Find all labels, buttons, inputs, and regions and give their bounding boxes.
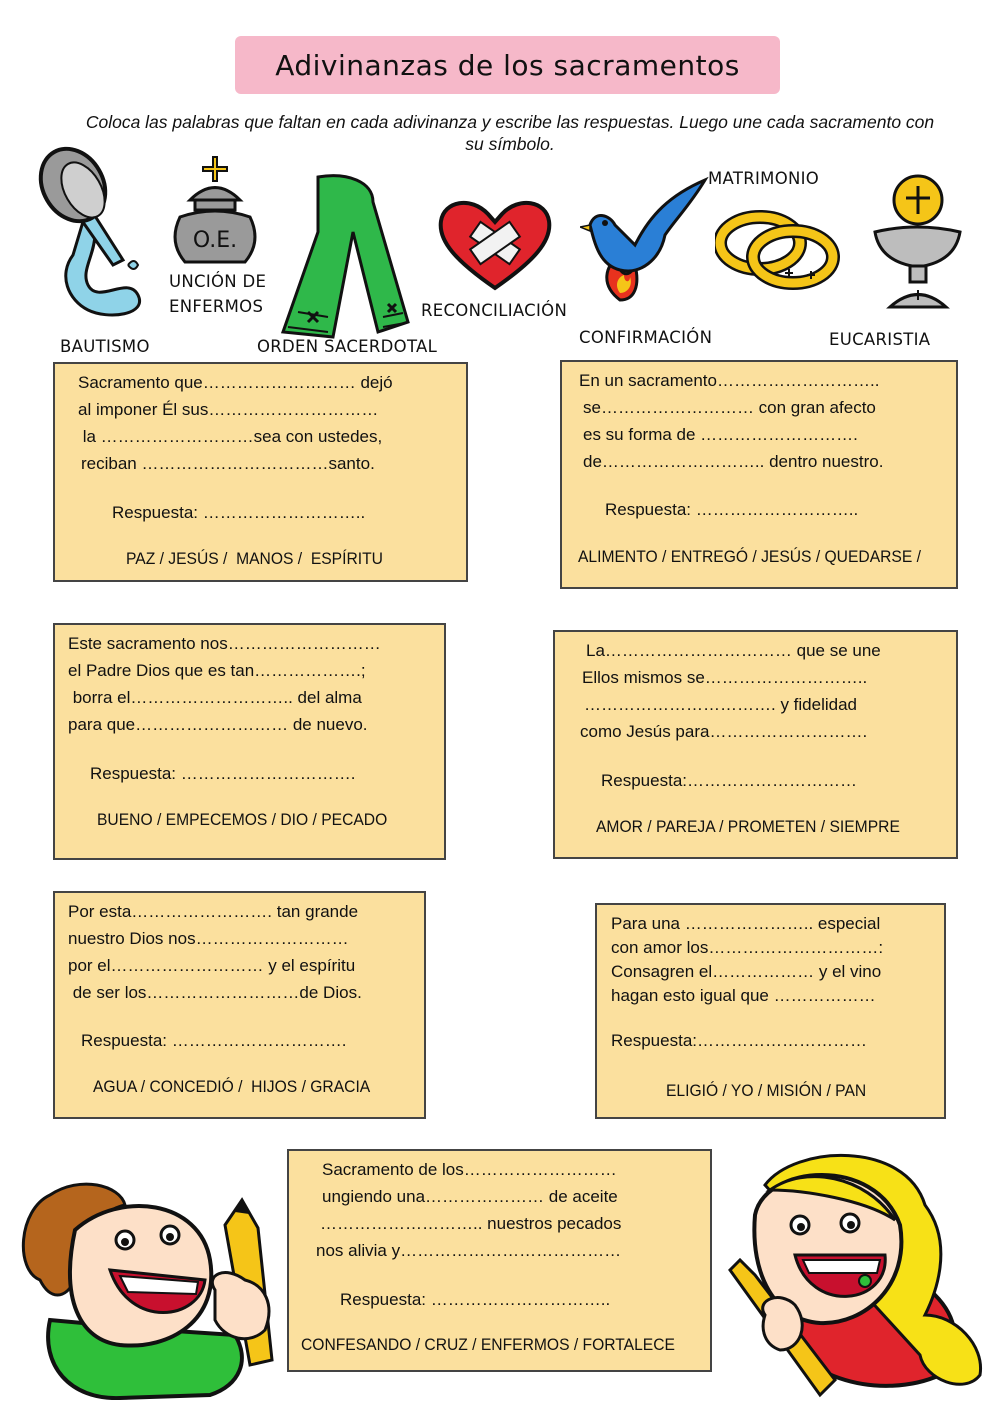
- riddle-line: al imponer Él sus…………………………: [78, 400, 379, 419]
- riddle-box-1: [53, 362, 468, 582]
- riddle-box-5: [53, 891, 426, 1119]
- label-bautismo: BAUTISMO: [60, 337, 150, 356]
- label-eucaristia: EUCARISTIA: [829, 330, 931, 349]
- oil-jar-text: O.E.: [192, 228, 238, 253]
- riddle-line: En un sacramento………………………..: [579, 371, 880, 390]
- riddle-line: para que……………………… de nuevo.: [68, 715, 368, 734]
- answer-field[interactable]: Respuesta:…………………………: [611, 1031, 867, 1050]
- riddle-box-7: [287, 1149, 712, 1372]
- word-bank: BUENO / EMPECEMOS / DIO / PECADO: [97, 810, 388, 829]
- girl-with-pencil-illustration: [725, 1145, 995, 1405]
- answer-field[interactable]: Respuesta: ………………………….: [90, 764, 356, 783]
- riddle-line: Consagren el……………… y el vino: [611, 962, 882, 981]
- word-bank: AMOR / PAREJA / PROMETEN / SIEMPRE: [596, 817, 900, 836]
- riddle-box-3: [53, 623, 446, 860]
- riddle-line: ……………………………. y fidelidad: [584, 695, 857, 714]
- word-bank: PAZ / JESÚS / MANOS / ESPÍRITU: [126, 549, 383, 568]
- word-bank: ALIMENTO / ENTREGÓ / JESÚS / QUEDARSE /: [578, 547, 922, 566]
- riddle-line: reciban ……………………………santo.: [81, 454, 375, 473]
- word-bank: AGUA / CONCEDIÓ / HIJOS / GRACIA: [93, 1077, 371, 1096]
- answer-field[interactable]: Respuesta: …………………………..: [340, 1290, 611, 1309]
- dove-flame-icon: [580, 175, 710, 320]
- riddle-line: por el……………………… y el espíritu: [68, 956, 356, 975]
- answer-field[interactable]: Respuesta:…………………………: [601, 771, 857, 790]
- page-title-text: Adivinanzas de los sacramentos: [275, 48, 740, 82]
- label-orden-sacerdotal: ORDEN SACERDOTAL: [257, 337, 438, 356]
- riddle-line: nuestro Dios nos………………………: [68, 929, 349, 948]
- riddle-line: de ser los………………………de Dios.: [68, 983, 362, 1002]
- riddle-line: borra el……………………….. del alma: [68, 688, 362, 707]
- heart-reconciliation-icon: [436, 196, 554, 292]
- riddle-box-6: [595, 903, 946, 1119]
- riddle-line: La…………………………… que se une: [586, 641, 881, 660]
- riddle-line: la ………………………sea con ustedes,: [78, 427, 383, 446]
- riddle-line: de……………………….. dentro nuestro.: [583, 452, 884, 471]
- answer-field[interactable]: Respuesta: ………………………..: [605, 500, 859, 519]
- riddle-line: Sacramento de los………………………: [322, 1160, 617, 1179]
- riddle-line: con amor los…………………………:: [611, 938, 884, 957]
- label-matrimonio: MATRIMONIO: [708, 169, 820, 188]
- baptism-bowl-water-icon: [28, 145, 168, 325]
- riddle-box-2: [560, 360, 958, 589]
- answer-field[interactable]: Respuesta: ………………………….: [81, 1031, 347, 1050]
- riddle-line: Sacramento que……………………… dejó: [78, 373, 393, 392]
- chalice-host-icon: [870, 172, 965, 312]
- word-bank: ELIGIÓ / YO / MISIÓN / PAN: [666, 1081, 867, 1100]
- label-uncion-line2: ENFERMOS: [169, 297, 264, 316]
- label-uncion-line1: UNCIÓN DE: [169, 272, 267, 291]
- riddle-line: Para una ………………….. especial: [611, 914, 881, 933]
- riddle-line: Este sacramento nos………………………: [68, 634, 381, 653]
- priest-stole-icon: [278, 172, 413, 340]
- riddle-line: ……………………….. nuestros pecados: [320, 1214, 622, 1233]
- label-confirmacion: CONFIRMACIÓN: [579, 328, 713, 347]
- oil-jar-icon: [165, 155, 265, 270]
- riddle-line: como Jesús para……………………….: [580, 722, 868, 741]
- riddle-line: se……………………… con gran afecto: [583, 398, 876, 417]
- riddle-line: el Padre Dios que es tan……………….;: [68, 661, 366, 680]
- instructions: Coloca las palabras que faltan en cada adivinanza y escribe las respuestas. Luego une cada sacramento con su símbolo.: [85, 112, 935, 154]
- riddle-line: ungiendo una………………… de aceite: [322, 1187, 618, 1206]
- riddle-line: nos alivia y…………………………………: [316, 1241, 622, 1260]
- answer-field[interactable]: Respuesta: ………………………..: [112, 503, 366, 522]
- word-bank: CONFESANDO / CRUZ / ENFERMOS / FORTALECE: [301, 1335, 675, 1354]
- riddle-line: Ellos mismos se………………………..: [582, 668, 868, 687]
- riddle-line: Por esta……………………. tan grande: [68, 902, 359, 921]
- riddle-line: es su forma de ……………………….: [583, 425, 858, 444]
- riddle-box-4: [553, 630, 958, 859]
- label-reconciliacion: RECONCILIACIÓN: [421, 301, 568, 320]
- riddle-line: hagan esto igual que ………………: [611, 986, 876, 1005]
- page-title: [235, 36, 780, 94]
- boy-with-pencil-illustration: [10, 1170, 280, 1400]
- wedding-rings-icon: [715, 205, 840, 295]
